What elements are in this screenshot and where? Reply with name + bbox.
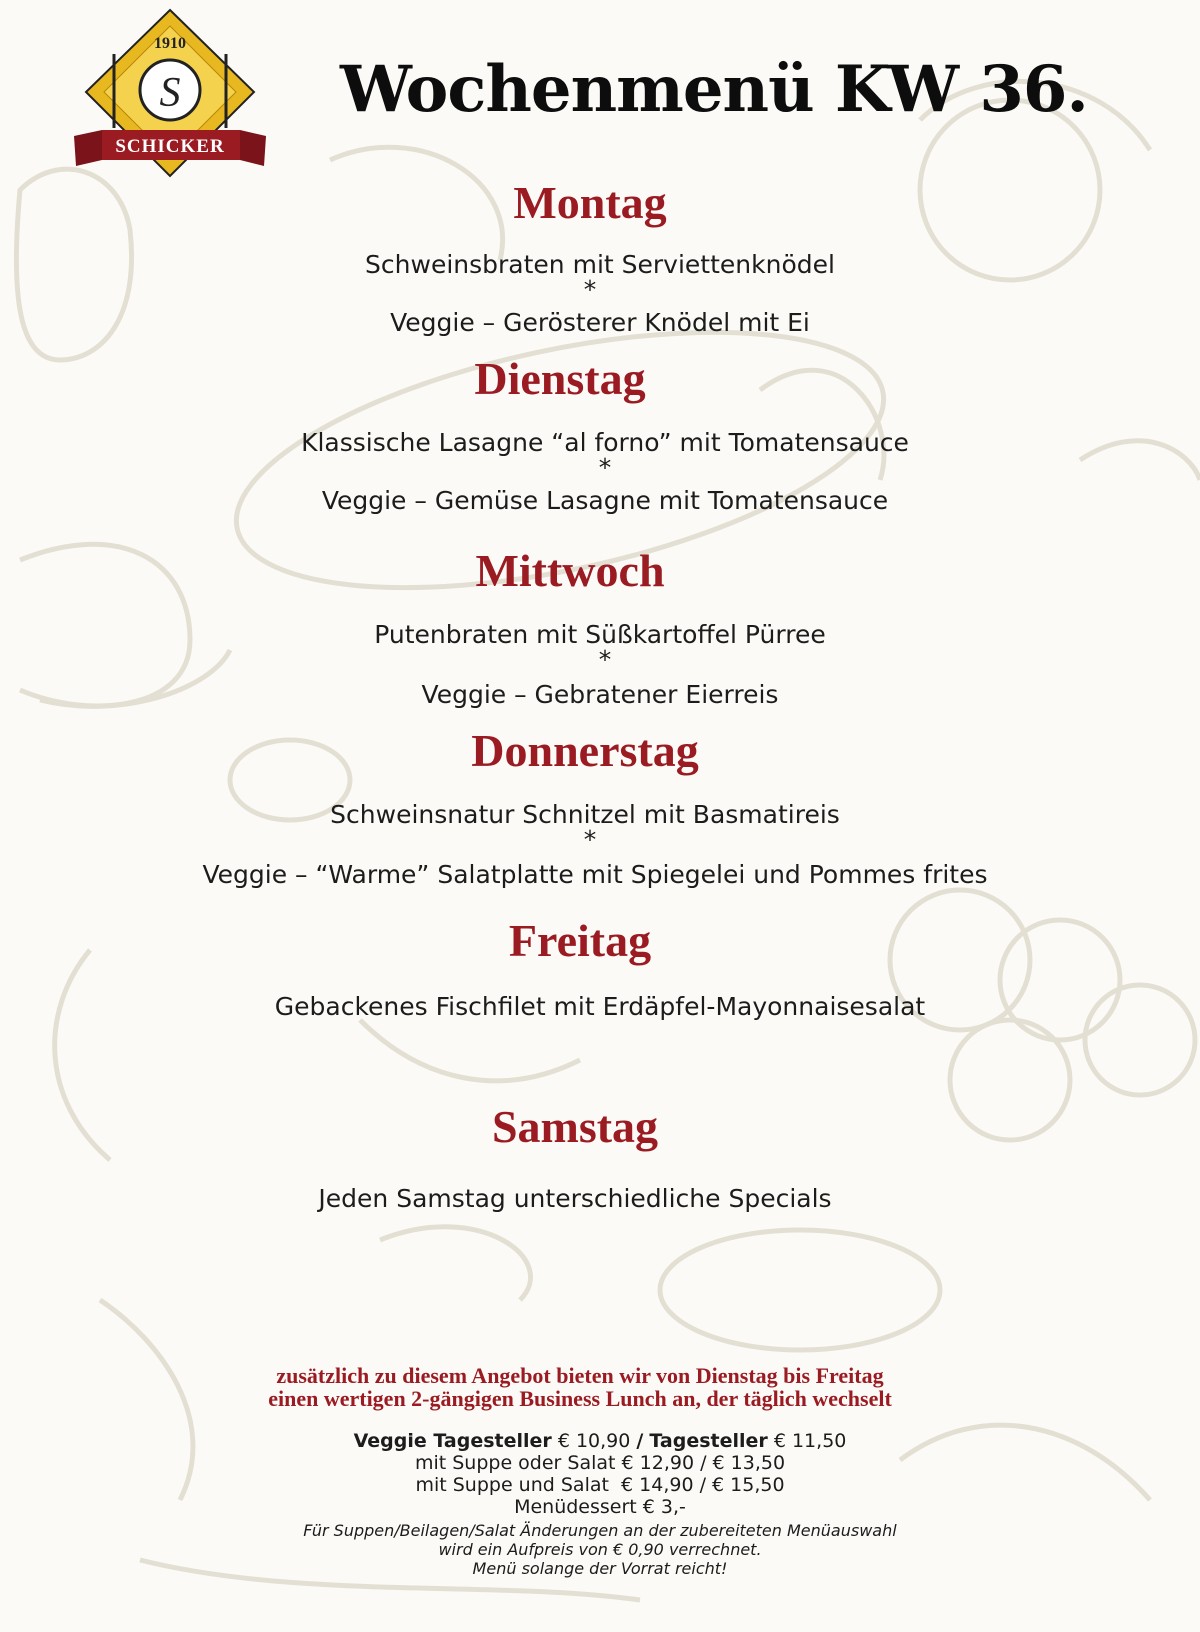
dish-main-dienstag: Klassische Lasagne “al forno” mit Tomatensauce [301,428,909,457]
logo-monogram: S [159,70,181,116]
dish-main-montag: Schweinsbraten mit Serviettenknödel [365,250,835,279]
dish-main-freitag: Gebackenes Fischfilet mit Erdäpfel-Mayonnaisesalat [274,992,926,1021]
day-heading-montag: Montag [513,177,667,228]
dish-veggie-mittwoch: Veggie – Gebratener Eierreis [421,680,779,709]
note-line2: wird ein Aufpreis von € 0,90 verrechnet. [438,1540,762,1559]
separator-montag: * [583,275,597,304]
dish-main-donnerstag: Schweinsnatur Schnitzel mit Basmatireis [330,800,840,829]
veggie-tagesteller-price: € 10,90 [557,1430,631,1452]
dish-main-mittwoch: Putenbraten mit Süßkartoffel Pürree [374,620,826,649]
business-lunch-note-line1: zusätzlich zu diesem Angebot bieten wir von Dienstag bis Freitag [276,1363,884,1388]
logo-name: SCHICKER [115,136,225,157]
price-separator: / [636,1430,644,1452]
separator-dienstag: * [598,453,612,482]
dish-veggie-donnerstag: Veggie – “Warme” Salatplatte mit Spiegelei und Pommes frites [202,860,988,889]
day-heading-donnerstag: Donnerstag [471,725,699,776]
day-heading-freitag: Freitag [508,915,652,966]
note-line3: Menü solange der Vorrat reicht! [472,1559,728,1578]
price-line-suppe-und-salat: mit Suppe und Salat € 14,90 / € 15,50 [415,1474,785,1496]
dish-main-samstag: Jeden Samstag unterschiedliche Specials [318,1184,832,1213]
price-line-dessert: Menüdessert € 3,- [514,1496,686,1518]
veggie-tagesteller-label: Veggie Tagesteller [353,1430,552,1452]
day-heading-samstag: Samstag [491,1101,659,1152]
price-line-tagesteller [250,1430,950,1452]
logo-year: 1910 [154,35,186,52]
business-lunch-note-line2: einen wertigen 2-gängigen Business Lunch an, der täglich wechselt [268,1386,892,1411]
separator-donnerstag: * [583,825,597,854]
day-heading-dienstag: Dienstag [474,353,646,404]
dish-veggie-dienstag: Veggie – Gemüse Lasagne mit Tomatensauce [321,486,889,515]
day-heading-mittwoch: Mittwoch [475,545,665,596]
separator-mittwoch: * [598,645,612,674]
dish-veggie-montag: Veggie – Gerösterer Knödel mit Ei [390,308,810,337]
page-title: Wochenmenü KW 36. [340,52,1088,127]
restaurant-logo [66,4,274,192]
price-line-suppe-oder-salat: mit Suppe oder Salat € 12,90 / € 13,50 [414,1452,786,1474]
tagesteller-label: Tagesteller [649,1430,768,1452]
tagesteller-price: € 11,50 [773,1430,847,1452]
note-line1: Für Suppen/Beilagen/Salat Änderungen an der zubereiteten Menüauswahl [303,1521,897,1540]
